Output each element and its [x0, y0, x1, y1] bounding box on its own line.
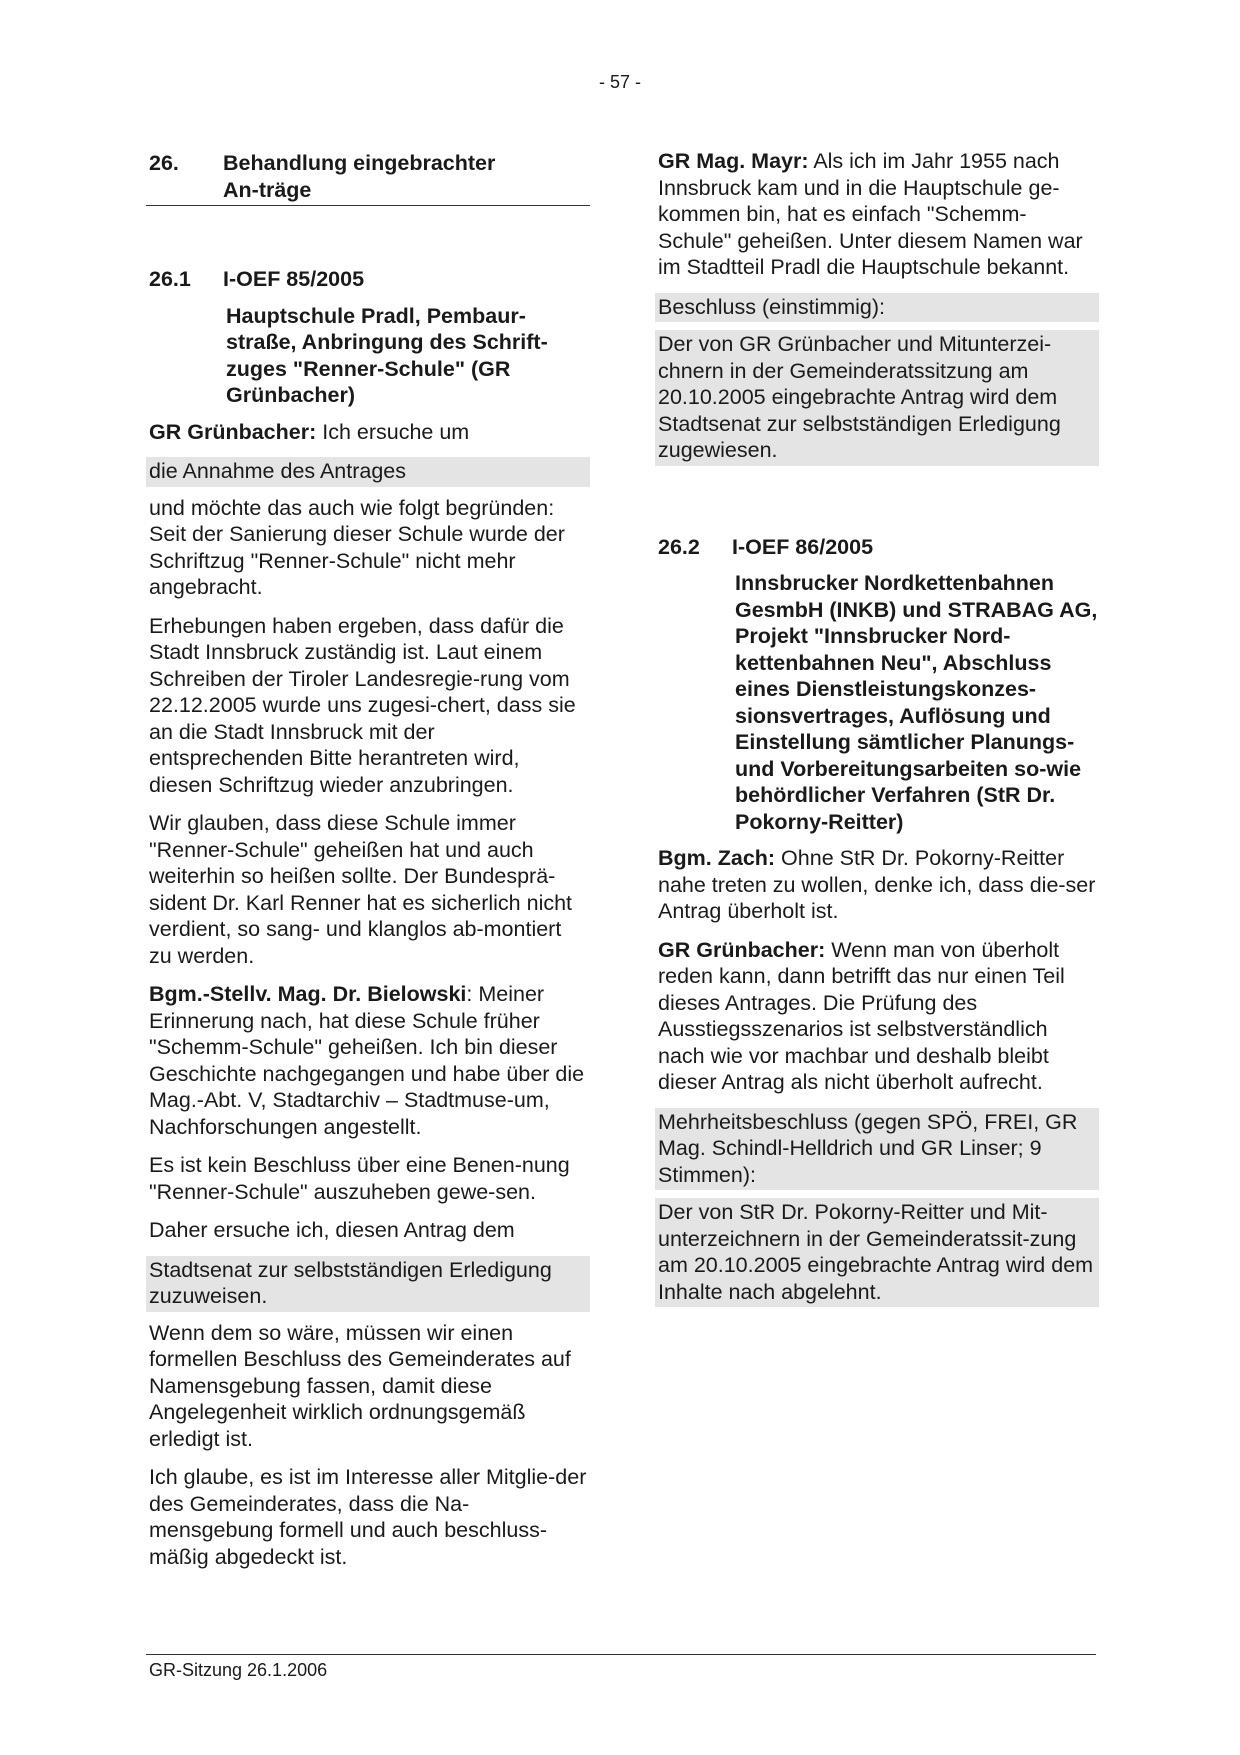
speech-paragraph: Daher ersuche ich, diesen Antrag dem: [149, 1218, 515, 1242]
speech-paragraph: Wir glauben, dass diese Schule immer "Renner-Schule" geheißen hat und auch weiterhin so heißen sollte. Der Bundesprä-sident Dr. Karl Renner hat es sicherlich nicht verdient, so sang- und klanglos ab-montiert zu werden.: [149, 811, 573, 968]
subsection-number: 26.2: [658, 534, 700, 559]
page-number: - 57 -: [598, 72, 641, 92]
speech-paragraph: Ich glaube, es ist im Interesse aller Mitglie-der des Gemeinderates, dass die Na-mensgebung formell und auch beschluss-mäßig abgedeckt ist.: [149, 1465, 587, 1569]
footer: GR-Sitzung 26.1.2006: [149, 1660, 328, 1680]
left-column: [146, 150, 590, 1582]
resolution-text: Der von StR Dr. Pokorny-Reitter und Mit-unterzeichnern in der Gemeinderatssit-zung am 20.10.2005 eingebrachte Antrag wird dem Inhalte nach abgelehnt.: [655, 1198, 1099, 1307]
resolution-text: Der von GR Grünbacher und Mitunterzei-chnern in der Gemeinderatssitzung am 20.10.2005 eingebrachte Antrag wird dem Stadtsenat zur selbstständigen Erledigung zugewiesen.: [655, 330, 1099, 466]
speech-paragraph: GR Grünbacher: Ich ersuche um: [149, 419, 470, 444]
footer-divider: [146, 1654, 1096, 1655]
speaker-name: Bgm.-Stellv. Mag. Dr. Bielowski: [149, 982, 467, 1006]
speech-paragraph: Wenn dem so wäre, müssen wir einen formellen Beschluss des Gemeinderates auf Namensgebung fassen, damit diese Angelegenheit wirklich ordnungsgemäß erledigt ist.: [149, 1320, 571, 1451]
subsection-code: I-OEF 86/2005: [732, 534, 874, 559]
speaker-name: GR Grünbacher:: [658, 937, 826, 962]
speech-paragraph: Bgm. Zach: Ohne StR Dr. Pokorny-Reitter nahe treten zu wollen, denke ich, dass die-ser Antrag überholt ist.: [658, 846, 1096, 923]
resolution-label: Mehrheitsbeschluss (gegen SPÖ, FREI, GR Mag. Schindl-Helldrich und GR Linser; 9 Stimmen):: [655, 1108, 1099, 1191]
speaker-name: GR Grünbacher:: [149, 419, 317, 444]
highlighted-text: Stadtsenat zur selbstständigen Erledigung zuzuweisen.: [146, 1256, 590, 1312]
subsection-number: 26.1: [149, 267, 191, 291]
right-column: [655, 148, 1099, 1319]
speaker-name: Bgm. Zach:: [658, 846, 776, 870]
resolution-label: Beschluss (einstimmig):: [655, 293, 1099, 323]
subsection-heading: [146, 266, 590, 293]
subsection-heading: [655, 534, 1099, 561]
subsection-subject: Hauptschule Pradl, Pembaur-straße, Anbringung des Schrift-zuges "Renner-Schule" (GR Grünbacher): [226, 303, 548, 407]
subsection-subject: Innsbrucker Nordkettenbahnen GesmbH (INKB) und STRABAG AG, Projekt "Innsbrucker Nord-kettenbahnen Neu", Abschluss eines Dienstleistungskonzes-sionsvertrages, Auflösung und Einstellung sämtlicher Planungs- und Vorbereitungsarbeiten so-wie behördlicher Verfahren (StR Dr. Pokorny-Reitter): [735, 571, 1098, 834]
speech-paragraph: Es ist kein Beschluss über eine Benen-nung "Renner-Schule" auszuheben gewe-sen.: [149, 1153, 570, 1204]
speech-paragraph: und möchte das auch wie folgt begründen: Seit der Sanierung dieser Schule wurde der Schriftzug "Renner-Schule" nicht mehr angebracht.: [149, 495, 565, 599]
section-title: Behandlung eingebrachter An-träge: [223, 151, 496, 202]
section-heading: [146, 150, 590, 206]
speech-paragraph: Erhebungen haben ergeben, dass dafür die Stadt Innsbruck zuständig ist. Laut einem Schreiben der Tiroler Landesregie-rung vom 22.12.2005 wurde uns zugesi-chert, dass sie an die Stadt Innsbruck mit der entsprechenden Bitte herantreten wird, diesen Schriftzug wieder anzubringen.: [149, 613, 576, 797]
section-number: 26.: [149, 151, 179, 175]
highlighted-text: die Annahme des Antrages: [146, 457, 590, 487]
speech-paragraph: GR Mag. Mayr: Als ich im Jahr 1955 nach Innsbruck kam und in die Hauptschule ge-kommen bin, hat es einfach "Schemm-Schule" geheißen. Unter diesem Namen war im Stadtteil Pradl die Hauptschule bekannt.: [658, 149, 1083, 279]
speaker-name: GR Mag. Mayr:: [658, 149, 809, 173]
speech-paragraph: Bgm.-Stellv. Mag. Dr. Bielowski: Meiner Erinnerung nach, hat diese Schule früher "Schemm-Schule" geheißen. Ich bin dieser Geschichte nachgegangen und habe über die Mag.-Abt. V, Stadtarchiv – Stadtmuse-um, Nachforschungen angestellt.: [149, 982, 585, 1139]
subsection-code: I-OEF 85/2005: [223, 267, 365, 291]
speech-paragraph: GR Grünbacher: Wenn man von überholt reden kann, dann betrifft das nur einen Teil dieses Antrages. Die Prüfung des Ausstiegsszenarios ist selbstverständlich nach wie vor machbar und deshalb bleibt dieser Antrag als nicht überholt aufrecht.: [658, 937, 1065, 1094]
